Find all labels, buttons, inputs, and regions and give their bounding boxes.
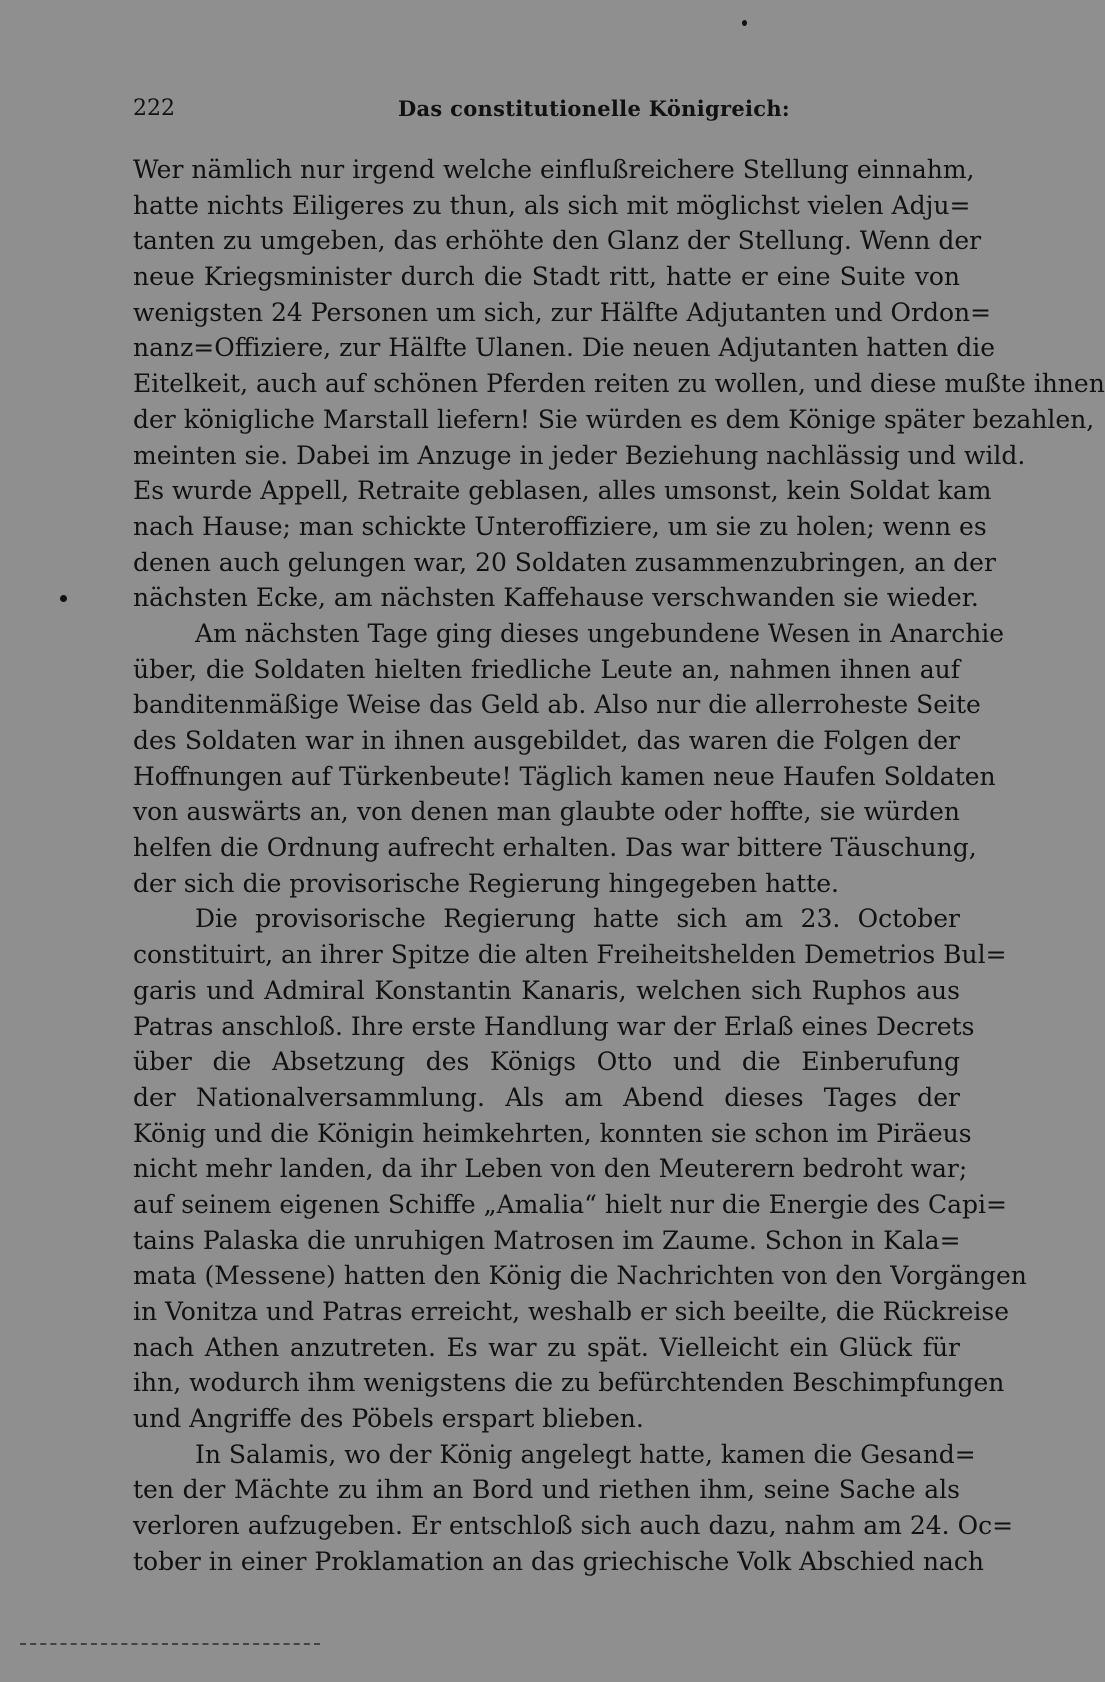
text-line: banditenmäßige Weise das Geld ab. Also nur die allerroheste Seite [133, 690, 981, 720]
page-number: 222 [133, 96, 175, 121]
text-line: Hoffnungen auf Türkenbeute! Täglich kamen neue Haufen Soldaten [133, 761, 996, 791]
text-line: nanz=Offiziere, zur Hälfte Ulanen. Die neuen Adjutanten hatten die [133, 333, 996, 363]
paragraph [133, 152, 1105, 616]
text-line: denen auch gelungen war, 20 Soldaten zusammenzubringen, an der [133, 547, 996, 577]
text-line: garis und Admiral Konstantin Kanaris, welchen sich Ruphos aus [133, 975, 960, 1005]
text-line: der sich die provisorische Regierung hingegeben hatte. [133, 868, 839, 898]
text-line: in Vonitza und Patras erreicht, weshalb er sich beeilte, die Rückreise [133, 1297, 1010, 1326]
text-line: Patras anschloß. Ihre erste Handlung war der Erlaß eines Decrets [133, 1011, 975, 1041]
text-line: ten der Mächte zu ihm an Bord und riethen ihm, seine Sache als [133, 1475, 960, 1505]
text-line: der königliche Marstall liefern! Sie würden es dem Könige später bezahlen, [133, 404, 1095, 434]
text-line: helfen die Ordnung aufrecht erhalten. Das war bittere Täuschung, [133, 833, 977, 863]
text-line: ihn, wodurch ihm wenigstens die zu befürchtenden Beschimpfungen [133, 1368, 1005, 1398]
page-body [133, 152, 1105, 1580]
text-line: wenigsten 24 Personen um sich, zur Hälfte Adjutanten und Ordon= [133, 297, 992, 327]
text-line: mata (Messene) hatten den König die Nachrichten von den Vorgängen [133, 1261, 1027, 1291]
page-edge-marks [20, 1643, 320, 1647]
text-line: des Soldaten war in ihnen ausgebildet, das waren die Folgen der [133, 726, 960, 755]
text-line: hatte nichts Eiligeres zu thun, als sich mit möglichst vielen Adju= [133, 190, 971, 220]
text-line: constituirt, an ihrer Spitze die alten Freiheitshelden Demetrios Bul= [133, 940, 1007, 970]
text-line: über die Absetzung des Königs Otto und die Einberufung [133, 1047, 960, 1077]
paragraph [133, 901, 1027, 1436]
text-line: nach Hause; man schickte Unteroffiziere, um sie zu holen; wenn es [133, 511, 987, 541]
text-line: von auswärts an, von denen man glaubte oder hoffte, sie würden [133, 797, 960, 827]
text-line: und Angriffe des Pöbels erspart blieben. [133, 1404, 644, 1434]
text-line: Eitelkeit, auch auf schönen Pferden reiten zu wollen, und diese mußte ihnen [133, 369, 1105, 399]
text-line: verloren aufzugeben. Er entschloß sich auch dazu, nahm am 24. Oc= [133, 1511, 1014, 1541]
text-line: nach Athen anzutreten. Es war zu spät. Vielleicht ein Glück für [133, 1332, 960, 1362]
page-header [133, 96, 960, 126]
paragraph [133, 1437, 1014, 1580]
text-line: auf seinem eigenen Schiffe „Amalia“ hielt nur die Energie des Capi= [133, 1189, 1007, 1219]
text-line: In Salamis, wo der König angelegt hatte, kamen die Gesand= [195, 1439, 976, 1469]
text-line: nicht mehr landen, da ihr Leben von den Meuterern bedroht war; [133, 1154, 968, 1184]
text-line: tains Palaska die unruhigen Matrosen im Zaume. Schon in Kala= [133, 1225, 961, 1255]
text-line: Die provisorische Regierung hatte sich am 23. October [195, 904, 960, 934]
ink-speck [60, 595, 67, 602]
text-line: Es wurde Appell, Retraite geblasen, alles umsonst, kein Soldat kam [133, 476, 992, 506]
text-line: tanten zu umgeben, das erhöhte den Glanz der Stellung. Wenn der [133, 226, 982, 256]
text-line: Am nächsten Tage ging dieses ungebundene Wesen in Anarchie [195, 618, 1005, 648]
text-line: Wer nämlich nur irgend welche einflußreichere Stellung einnahm, [133, 155, 975, 184]
text-line: tober in einer Proklamation an das griechische Volk Abschied nach [133, 1546, 984, 1576]
text-line: König und die Königin heimkehrten, konnten sie schon im Piräeus [133, 1118, 972, 1148]
running-head: Das constitutionelle Königreich: [398, 96, 790, 121]
text-line: der Nationalversammlung. Als am Abend dieses Tages der [133, 1082, 960, 1112]
ink-speck [742, 20, 747, 26]
text-line: meinten sie. Dabei im Anzuge in jeder Beziehung nachlässig und wild. [133, 440, 1026, 470]
paragraph [133, 616, 1005, 902]
text-line: neue Kriegsminister durch die Stadt ritt, hatte er eine Suite von [133, 262, 960, 292]
text-line: nächsten Ecke, am nächsten Kaffehause verschwanden sie wieder. [133, 583, 979, 613]
text-line: über, die Soldaten hielten friedliche Leute an, nahmen ihnen auf [133, 654, 960, 684]
